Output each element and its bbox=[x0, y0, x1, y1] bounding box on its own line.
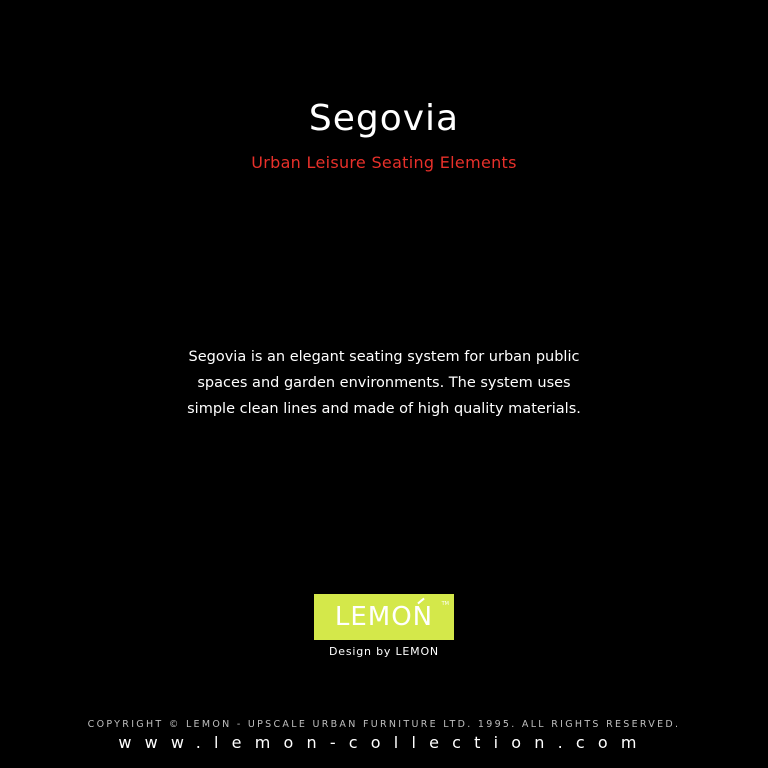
lemon-logo bbox=[314, 594, 454, 640]
website-link[interactable]: www.lemon-collection.com bbox=[118, 733, 650, 752]
description-text bbox=[120, 344, 648, 422]
brand-logo-block bbox=[313, 594, 455, 658]
page-title: Segovia bbox=[308, 98, 460, 139]
description-line: simple clean lines and made of high quality materials. bbox=[187, 401, 581, 417]
logo-trademark: TM bbox=[441, 601, 449, 607]
description-line: spaces and garden environments. The system uses bbox=[197, 375, 571, 391]
logo-tagline: Design by LEMON bbox=[329, 645, 439, 658]
copyright-notice: COPYRIGHT © LEMON - UPSCALE URBAN FURNITURE LTD. 1995. ALL RIGHTS RESERVED. bbox=[87, 719, 681, 730]
description-line: Segovia is an elegant seating system for urban public bbox=[188, 349, 580, 365]
logo-wordmark: LEMON bbox=[334, 602, 434, 632]
page-subtitle: Urban Leisure Seating Elements bbox=[251, 153, 517, 172]
